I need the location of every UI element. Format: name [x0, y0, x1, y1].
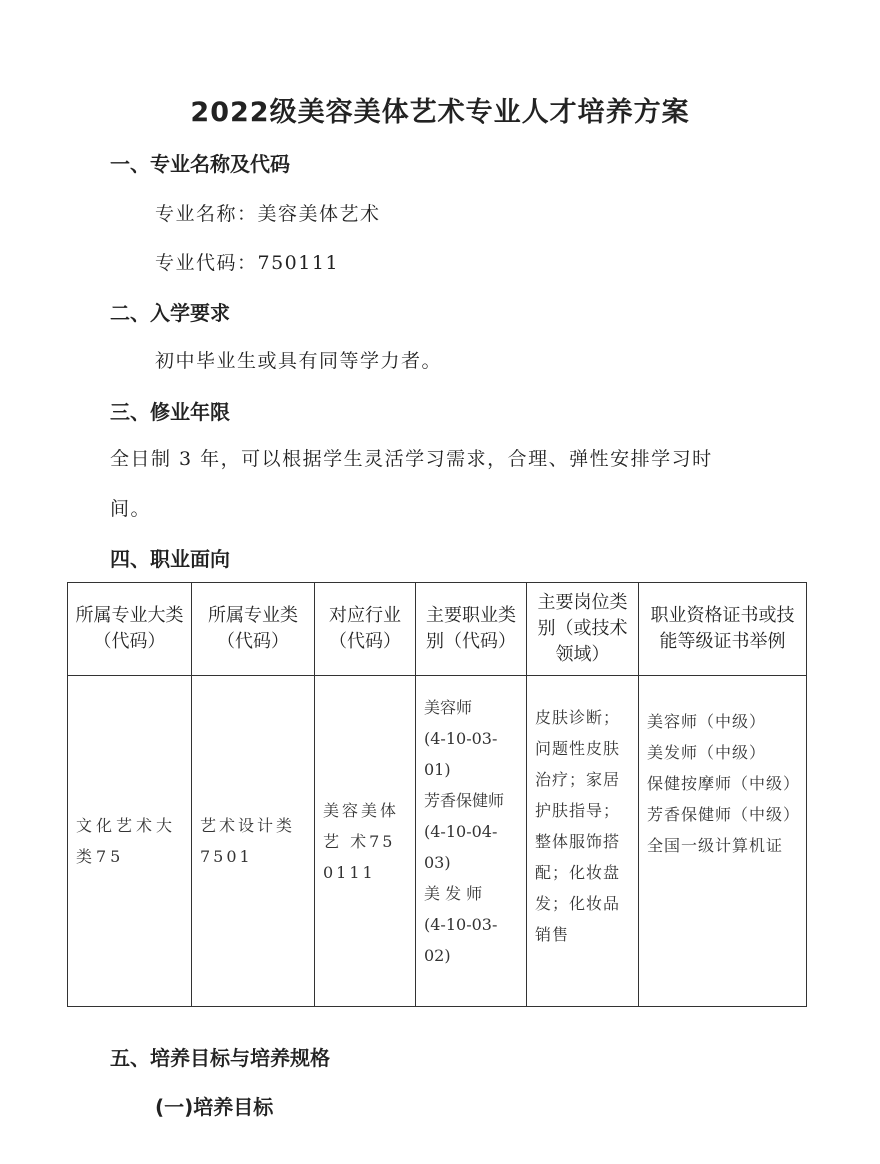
- occupation-line: 芳香保健师: [424, 791, 505, 810]
- occupation-line: (4-10-04-03): [424, 822, 498, 872]
- section-heading-major: 一、专业名称及代码: [110, 152, 290, 176]
- table-cell-major-class: 艺术设计类7501: [192, 676, 315, 1007]
- occupation-line: (4-10-03-01): [424, 729, 498, 779]
- occupation-line: 美容师: [424, 698, 473, 717]
- occupation-line: 美 发 师: [424, 884, 483, 903]
- certificate-line: 美容师（中级）: [647, 712, 767, 731]
- duration-text-line2: 间。: [110, 498, 152, 520]
- table-cell-certificates: [639, 676, 807, 1007]
- table-cell-major-category: 文化艺术大类75: [68, 676, 192, 1007]
- table-cell-industry: 美容美体艺 术750111: [315, 676, 416, 1007]
- section-heading-admission: 二、入学要求: [110, 301, 230, 325]
- certificate-line: 保健按摩师（中级）: [647, 774, 801, 793]
- table-header-cell: 主要职业类别（代码）: [416, 583, 527, 676]
- table-header-cell: 对应行业（代码）: [315, 583, 416, 676]
- certificate-line: 全国一级计算机证: [647, 836, 784, 855]
- document-title: 2022级美容美体艺术专业人才培养方案: [190, 97, 690, 128]
- table-header-cell: 所属专业大类（代码）: [68, 583, 192, 676]
- table-header-cell: 职业资格证书或技能等级证书举例: [639, 583, 807, 676]
- table-cell-positions: 皮肤诊断；问题性皮肤治疗；家居护肤指导；整体服饰搭配；化妆盘发；化妆品销售: [527, 676, 639, 1007]
- table-row: [68, 676, 807, 1007]
- career-table: [67, 582, 807, 1007]
- subsection-heading-goals: (一)培养目标: [155, 1095, 274, 1119]
- table-header-row: [68, 583, 807, 676]
- occupation-line: (4-10-03-02): [424, 915, 498, 965]
- duration-text-line1: 全日制 3 年，可以根据学生灵活学习需求，合理、弹性安排学习时: [110, 448, 713, 470]
- section-heading-duration: 三、修业年限: [110, 400, 230, 424]
- certificate-line: 芳香保健师（中级）: [647, 805, 801, 824]
- section-heading-career: 四、职业面向: [110, 547, 230, 571]
- certificate-line: 美发师（中级）: [647, 743, 767, 762]
- admission-text: 初中毕业生或具有同等学力者。: [155, 350, 443, 372]
- major-code-line: 专业代码：750111: [155, 252, 340, 274]
- table-header-cell: 所属专业类（代码）: [192, 583, 315, 676]
- section-heading-goals: 五、培养目标与培养规格: [110, 1046, 330, 1070]
- table-header-cell: 主要岗位类别（或技术领域）: [527, 583, 639, 676]
- table-cell-occupation: [416, 676, 527, 1007]
- major-name-line: 专业名称：美容美体艺术: [155, 203, 381, 225]
